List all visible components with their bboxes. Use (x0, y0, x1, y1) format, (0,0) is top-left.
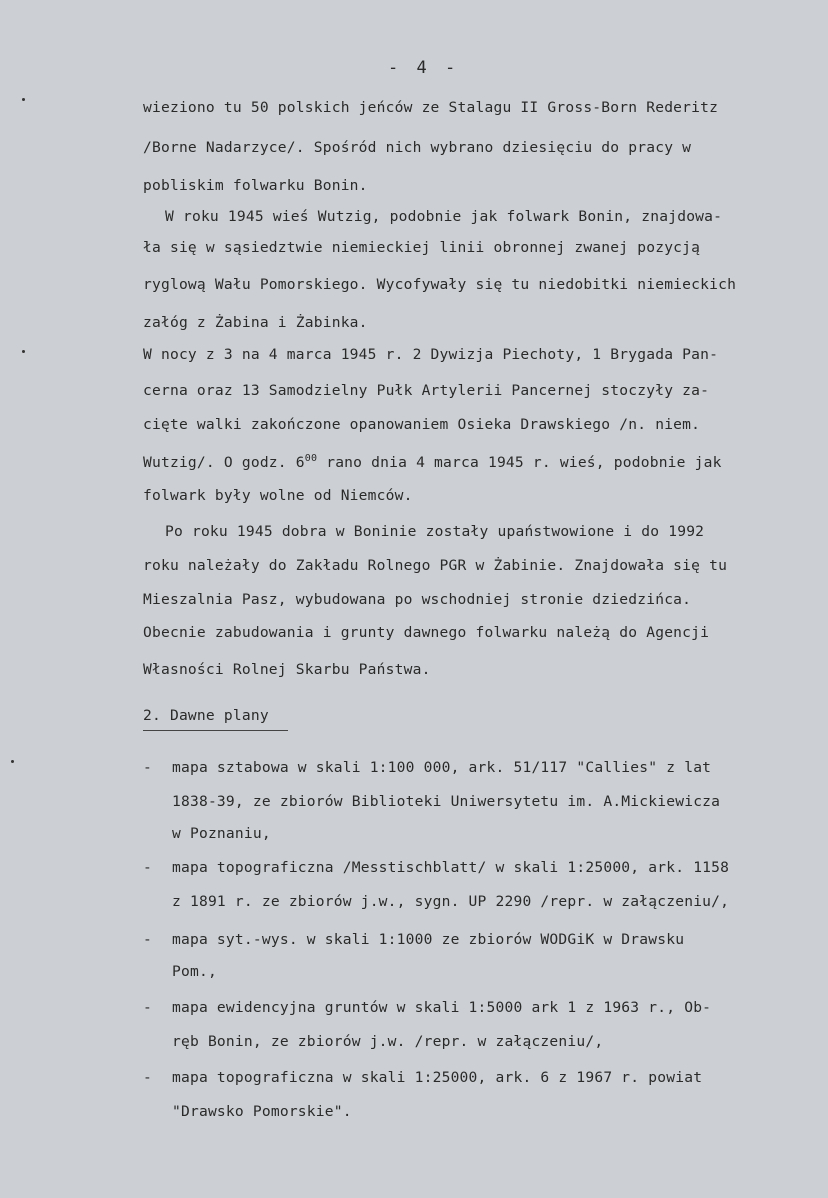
list-bullet: - (143, 859, 152, 876)
list-item-text: mapa sztabowa w skali 1:100 000, ark. 51/117 "Callies" z lat (172, 759, 712, 776)
list-bullet: - (143, 931, 152, 948)
text-segment: Wutzig/. O godz. 6 (143, 454, 305, 471)
text-line (143, 453, 722, 473)
list-item-text: "Drawsko Pomorskie". (172, 1103, 352, 1120)
text-line: ryglową Wału Pomorskiego. Wycofywały się tu niedobitki niemieckich (143, 276, 737, 293)
list-item-text: mapa topograficzna w skali 1:25000, ark. 6 z 1967 r. powiat (172, 1069, 703, 1086)
text-line: roku należały do Zakładu Rolnego PGR w Żabinie. Znajdowała się tu (143, 557, 728, 574)
text-line: W roku 1945 wieś Wutzig, podobnie jak folwark Bonin, znajdowa- (165, 208, 723, 225)
list-item-text: mapa syt.-wys. w skali 1:1000 ze zbiorów WODGiK w Drawsku (172, 931, 685, 948)
list-item-text: z 1891 r. ze zbiorów j.w., sygn. UP 2290 /repr. w załączeniu/, (172, 893, 730, 910)
list-bullet: - (143, 1069, 152, 1086)
margin-mark (22, 98, 25, 101)
list-bullet: - (143, 999, 152, 1016)
text-line: cięte walki zakończone opanowaniem Osieka Drawskiego /n. niem. (143, 416, 701, 433)
list-item-text: w Poznaniu, (172, 825, 271, 842)
margin-mark (22, 350, 25, 353)
list-bullet: - (143, 759, 152, 776)
text-line: pobliskim folwarku Bonin. (143, 177, 368, 194)
text-line: folwark były wolne od Niemców. (143, 487, 413, 504)
list-item-text: ręb Bonin, ze zbiorów j.w. /repr. w załączeniu/, (172, 1033, 604, 1050)
text-line: Własności Rolnej Skarbu Państwa. (143, 661, 431, 678)
list-item-text: Pom., (172, 963, 217, 980)
list-item-text: mapa topograficzna /Messtischblatt/ w skali 1:25000, ark. 1158 (172, 859, 730, 876)
text-line: /Borne Nadarzyce/. Spośród nich wybrano dziesięciu do pracy w (143, 139, 692, 156)
superscript: 00 (304, 453, 318, 464)
list-item-text: 1838-39, ze zbiorów Biblioteki Uniwersytetu im. A.Mickiewicza (172, 793, 721, 810)
section-heading: 2. Dawne plany (143, 707, 269, 724)
margin-mark (11, 760, 14, 763)
page-number: - 4 - (388, 58, 460, 78)
text-line: W nocy z 3 na 4 marca 1945 r. 2 Dywizja Piechoty, 1 Brygada Pan- (143, 346, 719, 363)
text-line: ła się w sąsiedztwie niemieckiej linii obronnej zwanej pozycją (143, 239, 701, 256)
text-line: Obecnie zabudowania i grunty dawnego folwarku należą do Agencji (143, 624, 710, 641)
text-line: Mieszalnia Pasz, wybudowana po wschodniej stronie dziedzińca. (143, 591, 692, 608)
text-line: załóg z Żabina i Żabinka. (143, 314, 368, 331)
text-segment: rano dnia 4 marca 1945 r. wieś, podobnie jak (317, 454, 722, 471)
text-line: wieziono tu 50 polskich jeńców ze Stalagu II Gross-Born Rederitz (143, 99, 719, 116)
text-line: Po roku 1945 dobra w Boninie zostały upaństwowione i do 1992 (165, 523, 705, 540)
list-item-text: mapa ewidencyjna gruntów w skali 1:5000 ark 1 z 1963 r., Ob- (172, 999, 712, 1016)
heading-underline (143, 730, 288, 731)
text-line: cerna oraz 13 Samodzielny Pułk Artylerii Pancernej stoczyły za- (143, 382, 710, 399)
